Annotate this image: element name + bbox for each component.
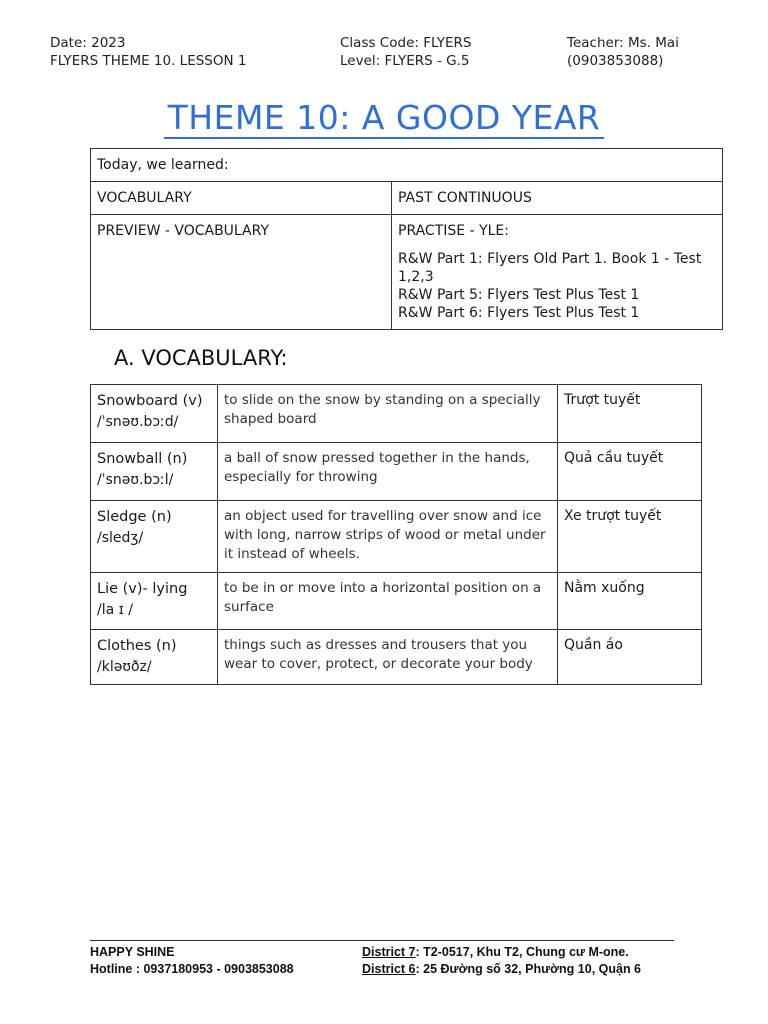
vocab-ipa: /ˈsnəʊ.bɔːl/ (97, 472, 174, 488)
vocab-word: Lie (v)- lying (97, 581, 188, 597)
vocabulary-table (90, 384, 702, 685)
header-middle (340, 34, 471, 70)
district6-label: District 6 (362, 962, 416, 976)
district6-address: : 25 Đường số 32, Phường 10, Quận 6 (415, 962, 642, 976)
section-heading: A. VOCABULARY: (114, 346, 288, 370)
vocab-definition: an object used for travelling over snow and ice with long, narrow strips of wood or metal under it instead of wheels. (218, 501, 558, 573)
vocab-definition: a ball of snow pressed together in the hands, especially for throwing (218, 443, 558, 501)
practise-item: R&W Part 1: Flyers Old Part 1. Book 1 - Test 1,2,3 (398, 251, 702, 285)
vocab-word: Snowboard (v) (97, 393, 203, 409)
footer-left (90, 944, 294, 978)
summary-practise-cell (392, 215, 723, 330)
vocab-translation: Trượt tuyết (558, 385, 702, 443)
footer-brand: HAPPY SHINE (90, 945, 175, 959)
vocab-word: Snowball (n) (97, 451, 188, 467)
vocab-row (91, 630, 702, 685)
footer-divider (90, 940, 674, 941)
teacher-text: Teacher: Ms. Mai (567, 35, 679, 51)
lesson-text: FLYERS THEME 10. LESSON 1 (50, 53, 247, 69)
page-title: THEME 10: A GOOD YEAR (164, 98, 605, 139)
vocab-definition: things such as dresses and trousers that you wear to cover, protect, or decorate your body (218, 630, 558, 685)
vocab-word: Clothes (n) (97, 638, 177, 654)
vocab-translation: Xe trượt tuyết (558, 501, 702, 573)
vocab-word: Sledge (n) (97, 509, 172, 525)
vocab-translation: Quả cầu tuyết (558, 443, 702, 501)
footer-right (362, 944, 641, 978)
lesson-summary-table (90, 148, 723, 330)
vocab-row (91, 443, 702, 501)
vocab-translation: Nằm xuống (558, 573, 702, 630)
summary-grammar-heading: PAST CONTINUOUS (392, 182, 723, 215)
class-code-text: Class Code: FLYERS (340, 35, 472, 51)
vocab-row (91, 501, 702, 573)
vocab-definition: to be in or move into a horizontal position on a surface (218, 573, 558, 630)
summary-intro: Today, we learned: (91, 149, 723, 182)
vocab-ipa: /ˈsnəʊ.bɔːd/ (97, 414, 179, 430)
footer-district6 (362, 961, 641, 978)
vocab-word-cell (91, 630, 218, 685)
level-text: Level: FLYERS - G.5 (340, 53, 470, 69)
vocab-row (91, 385, 702, 443)
practise-item: R&W Part 5: Flyers Test Plus Test 1 (398, 287, 640, 303)
vocab-ipa: /la ɪ / (97, 602, 134, 618)
vocab-translation: Quần áo (558, 630, 702, 685)
vocab-word-cell (91, 385, 218, 443)
summary-preview: PREVIEW - VOCABULARY (91, 215, 392, 330)
footer-hotline: Hotline : 0937180953 - 0903853088 (90, 962, 294, 976)
date-text: Date: 2023 (50, 35, 126, 51)
vocab-definition: to slide on the snow by standing on a specially shaped board (218, 385, 558, 443)
vocab-word-cell (91, 573, 218, 630)
teacher-phone: (0903853088) (567, 53, 664, 69)
district7-address: : T2-0517, Khu T2, Chung cư M-one. (415, 945, 629, 959)
vocab-word-cell (91, 501, 218, 573)
summary-vocabulary-heading: VOCABULARY (91, 182, 392, 215)
footer-district7 (362, 944, 641, 961)
vocab-ipa: /kləʊðz/ (97, 659, 152, 675)
summary-content-row (91, 215, 723, 330)
vocab-word-cell (91, 443, 218, 501)
vocab-row (91, 573, 702, 630)
vocab-ipa: /sledʒ/ (97, 530, 144, 546)
summary-heading-row (91, 182, 723, 215)
header-right (567, 34, 679, 70)
practise-title: PRACTISE - YLE: (398, 223, 509, 239)
practise-item: R&W Part 6: Flyers Test Plus Test 1 (398, 305, 640, 321)
summary-intro-row (91, 149, 723, 182)
district7-label: District 7 (362, 945, 416, 959)
page-title-container (0, 98, 768, 138)
header-left (50, 34, 246, 70)
